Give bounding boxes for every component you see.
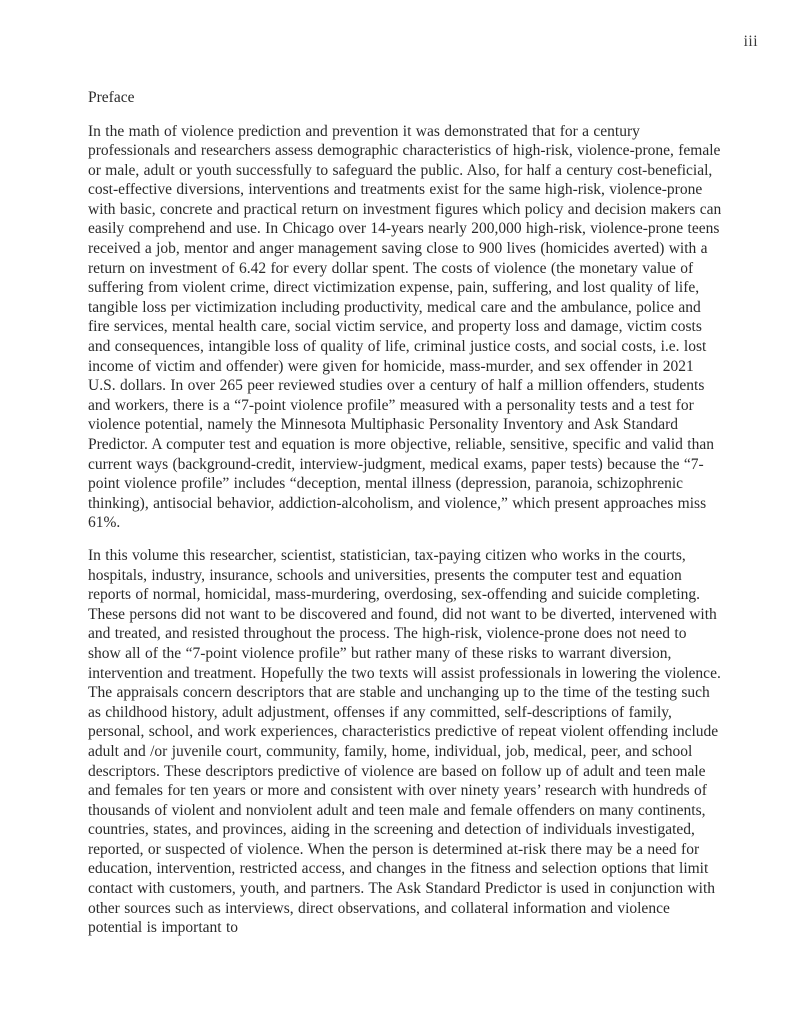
preface-paragraph-2: In this volume this researcher, scientist, statistician, tax-paying citizen who works in the courts, hospitals, industry, insurance, schools and universities, presents the computer test and equation reports of normal, homicidal, mass-murdering, overdosing, sex-offending and suicide completing. These persons did not want to be discovered and found, did not want to be diverted, intervened with and treated, and resisted throughout the process. The high-risk, violence-prone does not need to show all of the “7-point violence profile” but rather many of these risks to warrant diversion, intervention and treatment. Hopefully the two texts will assist professionals in lowering the violence. The appraisals concern descriptors that are stable and unchanging up to the time of the testing such as childhood history, adult adjustment, offenses if any committed, self-descriptions of family, personal, school, and work experiences, characteristics predictive of repeat violent offending include adult and /or juvenile court, community, family, home, individual, job, medical, peer, and school descriptors. These descriptors predictive of violence are based on follow up of adult and teen male and females for ten years or more and consistent with over ninety years’ research with hundreds of thousands of violent and nonviolent adult and teen male and female offenders on many continents, countries, states, and provinces, aiding in the screening and detection of individuals investigated, reported, or suspected of violence. When the person is determined at-risk there may be a need for education, intervention, restricted access, and changes in the fitness and selection options that limit contact with customers, youth, and partners. The Ask Standard Predictor is used in conjunction with other sources such as interviews, direct observations, and collateral information and violence potential is important to	[88, 546, 721, 937]
preface-paragraph-1: In the math of violence prediction and prevention it was demonstrated that for a century professionals and researchers assess demographic characteristics of high-risk, violence-prone, female or male, adult or youth successfully to safeguard the public. Also, for half a century cost-beneficial, cost-effective diversions, interventions and treatments exist for the same high-risk, violence-prone with basic, concrete and practical return on investment figures which policy and decision makers can easily comprehend and use. In Chicago over 14-years nearly 200,000 high-risk, violence-prone teens received a job, mentor and anger management saving close to 900 lives (homicides averted) with a return on investment of 6.42 for every dollar spent. The costs of violence (the monetary value of suffering from violent crime, direct victimization expense, pain, suffering, and lost quality of life, tangible loss per victimization including productivity, medical care and the ambulance, police and fire services, mental health care, social victim service, and property loss and damage, victim costs and consequences, intangible loss of quality of life, criminal justice costs, and social costs, i.e. lost income of victim and offender) were given for homicide, mass-murder, and sex offender in 2021 U.S. dollars. In over 265 peer reviewed studies over a century of half a million offenders, students and workers, there is a “7-point violence profile” measured with a personality tests and a test for violence potential, namely the Minnesota Multiphasic Personality Inventory and Ask Standard Predictor. A computer test and equation is more objective, reliable, sensitive, specific and valid than current ways (background-credit, interview-judgment, medical exams, paper tests) because the “7-point violence profile” includes “deception, mental illness (depression, paranoia, schizophrenic thinking), antisocial behavior, addiction-alcoholism, and violence,” which present approaches miss 61%.	[88, 122, 722, 532]
page-number: iii	[743, 33, 758, 50]
page-content	[88, 88, 722, 951]
preface-heading: Preface	[88, 89, 135, 106]
